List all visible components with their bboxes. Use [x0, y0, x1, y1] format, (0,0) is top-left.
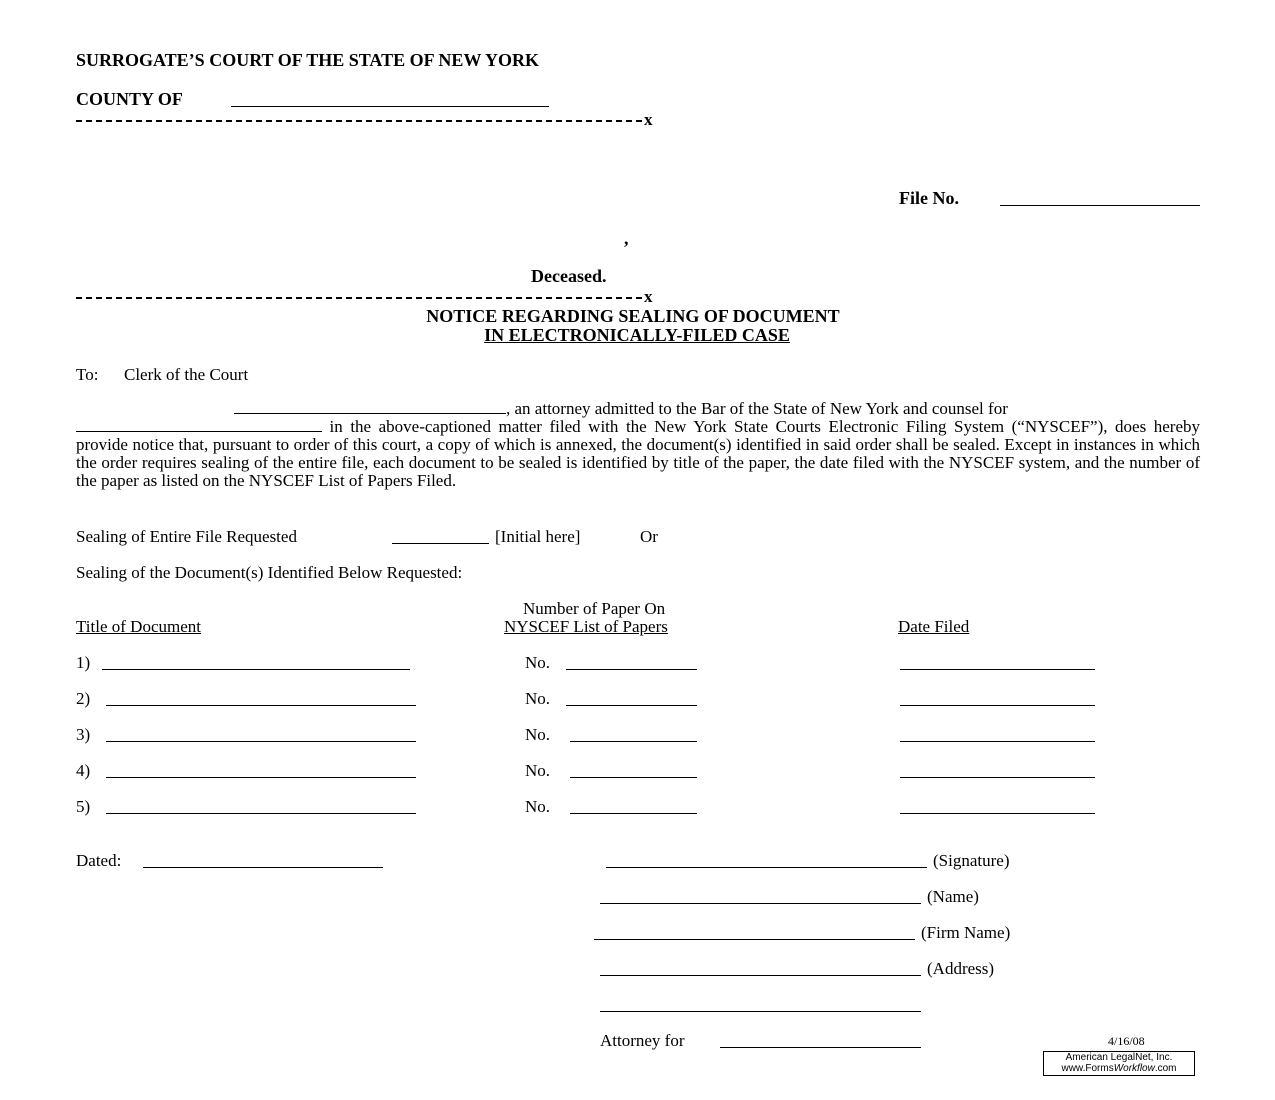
dated-label: Dated: — [76, 851, 122, 870]
row-number: 4) — [76, 761, 91, 780]
notice-title-line1: NOTICE REGARDING SEALING OF DOCUMENT — [426, 306, 840, 326]
col-number-header-line2: NYSCEF List of Papers — [504, 617, 668, 636]
file-no-label: File No. — [899, 188, 959, 208]
no-label: No. — [525, 689, 551, 708]
dated-field[interactable] — [143, 867, 383, 868]
to-label: To: — [76, 365, 99, 384]
initial-field[interactable] — [392, 543, 489, 544]
caption-separator-bottom — [76, 297, 642, 299]
paper-number-field[interactable] — [566, 705, 697, 706]
attorney-for-field[interactable] — [720, 1047, 921, 1048]
date-filed-field[interactable] — [900, 777, 1095, 778]
notice-title-line2: IN ELECTRONICALLY-FILED CASE — [484, 325, 790, 345]
address-field-line2[interactable] — [600, 1011, 921, 1012]
col-number-header-line1: Number of Paper On — [523, 599, 666, 618]
attorney-for-label: Attorney for — [600, 1031, 685, 1050]
row-number: 5) — [76, 797, 91, 816]
document-title-field[interactable] — [106, 777, 416, 778]
name-field[interactable] — [600, 903, 921, 904]
document-title-field[interactable] — [106, 741, 416, 742]
separator-x-bottom: x — [644, 287, 653, 306]
county-field[interactable] — [231, 106, 549, 107]
no-label: No. — [525, 653, 551, 672]
document-title-field[interactable] — [106, 813, 416, 814]
entire-file-label: Sealing of Entire File Requested — [76, 527, 297, 546]
body-text-part2: in the above-captioned matter filed with the New York State Courts Electronic Filing System (“NYSCEF”), does hereby provide notice that, pursuant to order of this court, a copy of which is annexed, the document(s) identified in said order shall be sealed. Except in instances in which the order requires sealing of the entire file, each document to be sealed is identified by title of the paper, the date filed with the NYSCEF system, and the number of the paper as listed on the NYSCEF List of Papers Filed. — [76, 417, 1200, 490]
date-filed-field[interactable] — [900, 741, 1095, 742]
date-filed-field[interactable] — [900, 813, 1095, 814]
documents-requested-label: Sealing of the Document(s) Identified Below Requested: — [76, 563, 463, 582]
firm-name-label: (Firm Name) — [921, 923, 1011, 942]
counsel-for-field[interactable] — [76, 418, 322, 432]
publisher-badge — [1043, 1051, 1195, 1076]
firm-name-field[interactable] — [594, 939, 915, 940]
file-no-field[interactable] — [1000, 205, 1200, 206]
county-label: COUNTY OF — [76, 89, 183, 109]
initial-here-label: [Initial here] — [495, 527, 581, 546]
paper-number-field[interactable] — [566, 669, 697, 670]
signature-label: (Signature) — [933, 851, 1010, 870]
caption-separator-top — [76, 120, 642, 122]
to-value: Clerk of the Court — [124, 365, 249, 384]
paper-number-field[interactable] — [570, 777, 697, 778]
publisher-website: www.FormsWorkflow.com — [1061, 1063, 1177, 1074]
document-title-field[interactable] — [102, 669, 410, 670]
row-number: 3) — [76, 725, 91, 744]
col-date-header: Date Filed — [898, 617, 970, 636]
or-label: Or — [640, 527, 658, 546]
paper-number-field[interactable] — [570, 813, 697, 814]
row-number: 1) — [76, 653, 91, 672]
form-date: 4/16/08 — [1108, 1034, 1145, 1048]
no-label: No. — [525, 761, 551, 780]
deceased-label: Deceased. — [531, 266, 607, 286]
date-filed-field[interactable] — [900, 669, 1095, 670]
separator-x-top: x — [644, 110, 653, 129]
address-field[interactable] — [600, 975, 921, 976]
paper-number-field[interactable] — [570, 741, 697, 742]
court-title: SURROGATE’S COURT OF THE STATE OF NEW YORK — [76, 50, 539, 70]
document-title-field[interactable] — [106, 705, 416, 706]
decedent-comma: , — [624, 228, 629, 248]
no-label: No. — [525, 797, 551, 816]
address-label: (Address) — [927, 959, 995, 978]
no-label: No. — [525, 725, 551, 744]
row-number: 2) — [76, 689, 91, 708]
signature-field[interactable] — [606, 867, 927, 868]
notice-body — [76, 400, 1200, 490]
name-label: (Name) — [927, 887, 979, 906]
attorney-name-field[interactable] — [234, 400, 506, 414]
col-title-header: Title of Document — [76, 617, 201, 636]
date-filed-field[interactable] — [900, 705, 1095, 706]
body-text-part1: , an attorney admitted to the Bar of the State of New York and counsel for — [506, 399, 1008, 418]
publisher-name: American LegalNet, Inc. — [1065, 1052, 1173, 1063]
